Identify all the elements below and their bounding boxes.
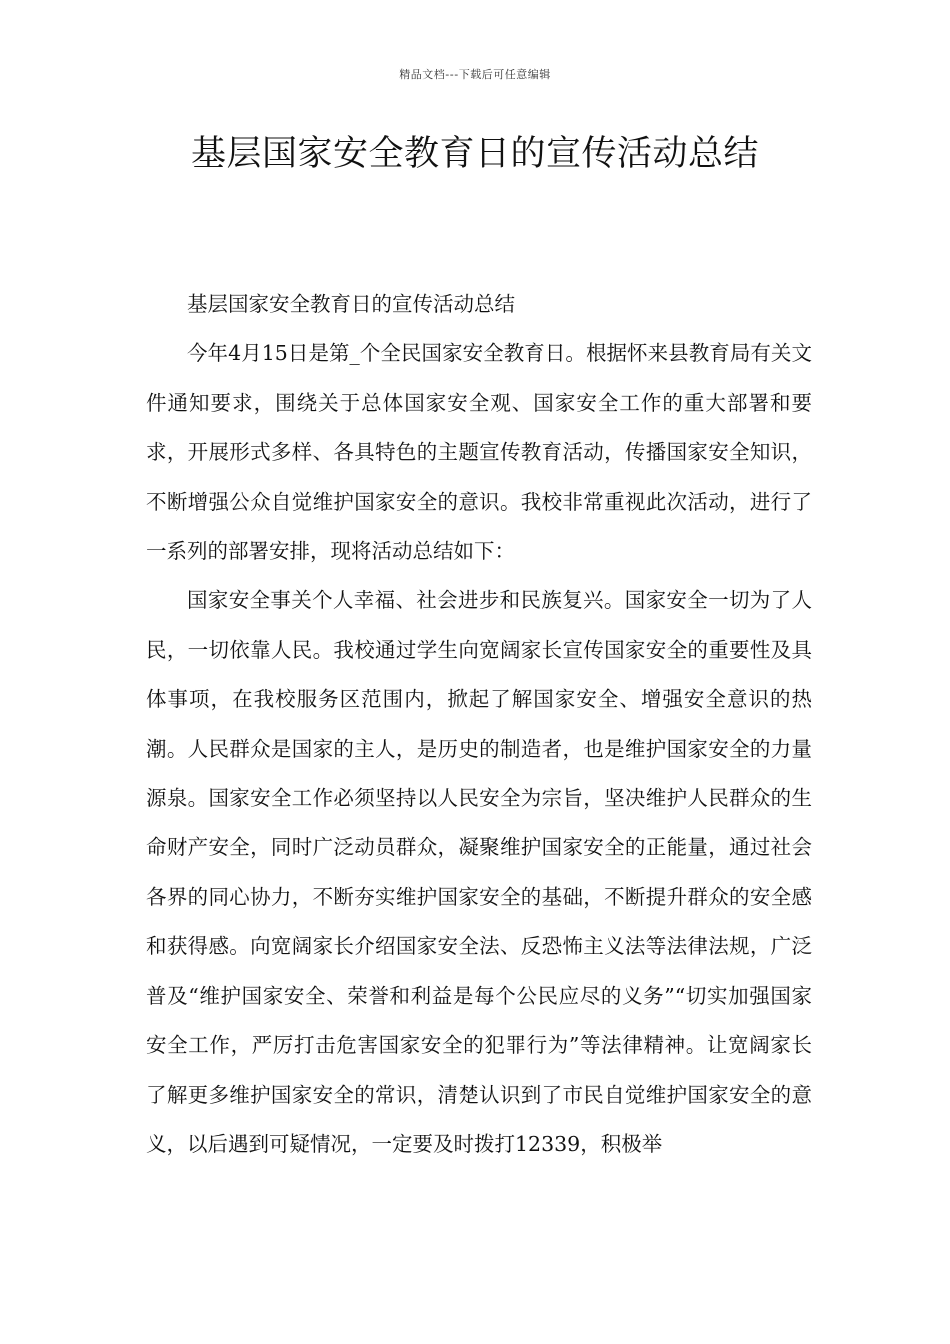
header-note: 精品文档---下载后可任意编辑 bbox=[399, 68, 551, 81]
paragraph: 今年4月15日是第_个全民国家安全教育日。根据怀来县教育局有关文件通知要求，围绕关于总体国家安全观、国家安全工作的重大部署和要求，开展形式多样、各具特色的主题宣传教育活动，传播国家安全知识，不断增强公众自觉维护国家安全的意识。我校非常重视此次活动，进行了一系列的部署安排，现将活动总结如下： bbox=[146, 341, 812, 564]
paragraph-heading: 基层国家安全教育日的宣传活动总结 bbox=[187, 292, 515, 316]
paragraph: 国家安全事关个人幸福、社会进步和民族复兴。国家安全一切为了人民，一切依靠人民。我校通过学生向宽阔家长宣传国家安全的重要性及具体事项，在我校服务区范围内，掀起了解国家安全、增强安全意识的热潮。人民群众是国家的主人，是历史的制造者，也是维护国家安全的力量源泉。国家安全工作必须坚持以人民安全为宗旨，坚决维护人民群众的生命财产安全，同时广泛动员群众，凝聚维护国家安全的正能量，通过社会各界的同心协力，不断夯实维护国家安全的基础，不断提升群众的安全感和获得感。向宽阔家长介绍国家安全法、反恐怖主义法等法律法规，广泛普及“维护国家安全、荣誉和利益是每个公民应尽的义务”“切实加强国家安全工作，严厉打击危害国家安全的犯罪行为”等法律精神。让宽阔家长了解更多维护国家安全的常识，清楚认识到了市民自觉维护国家安全的意义，以后遇到可疑情况，一定要及时拨打12339，积极举 bbox=[146, 588, 812, 1156]
document-title: 基层国家安全教育日的宣传活动总结 bbox=[190, 134, 759, 174]
document-body bbox=[146, 280, 812, 1169]
